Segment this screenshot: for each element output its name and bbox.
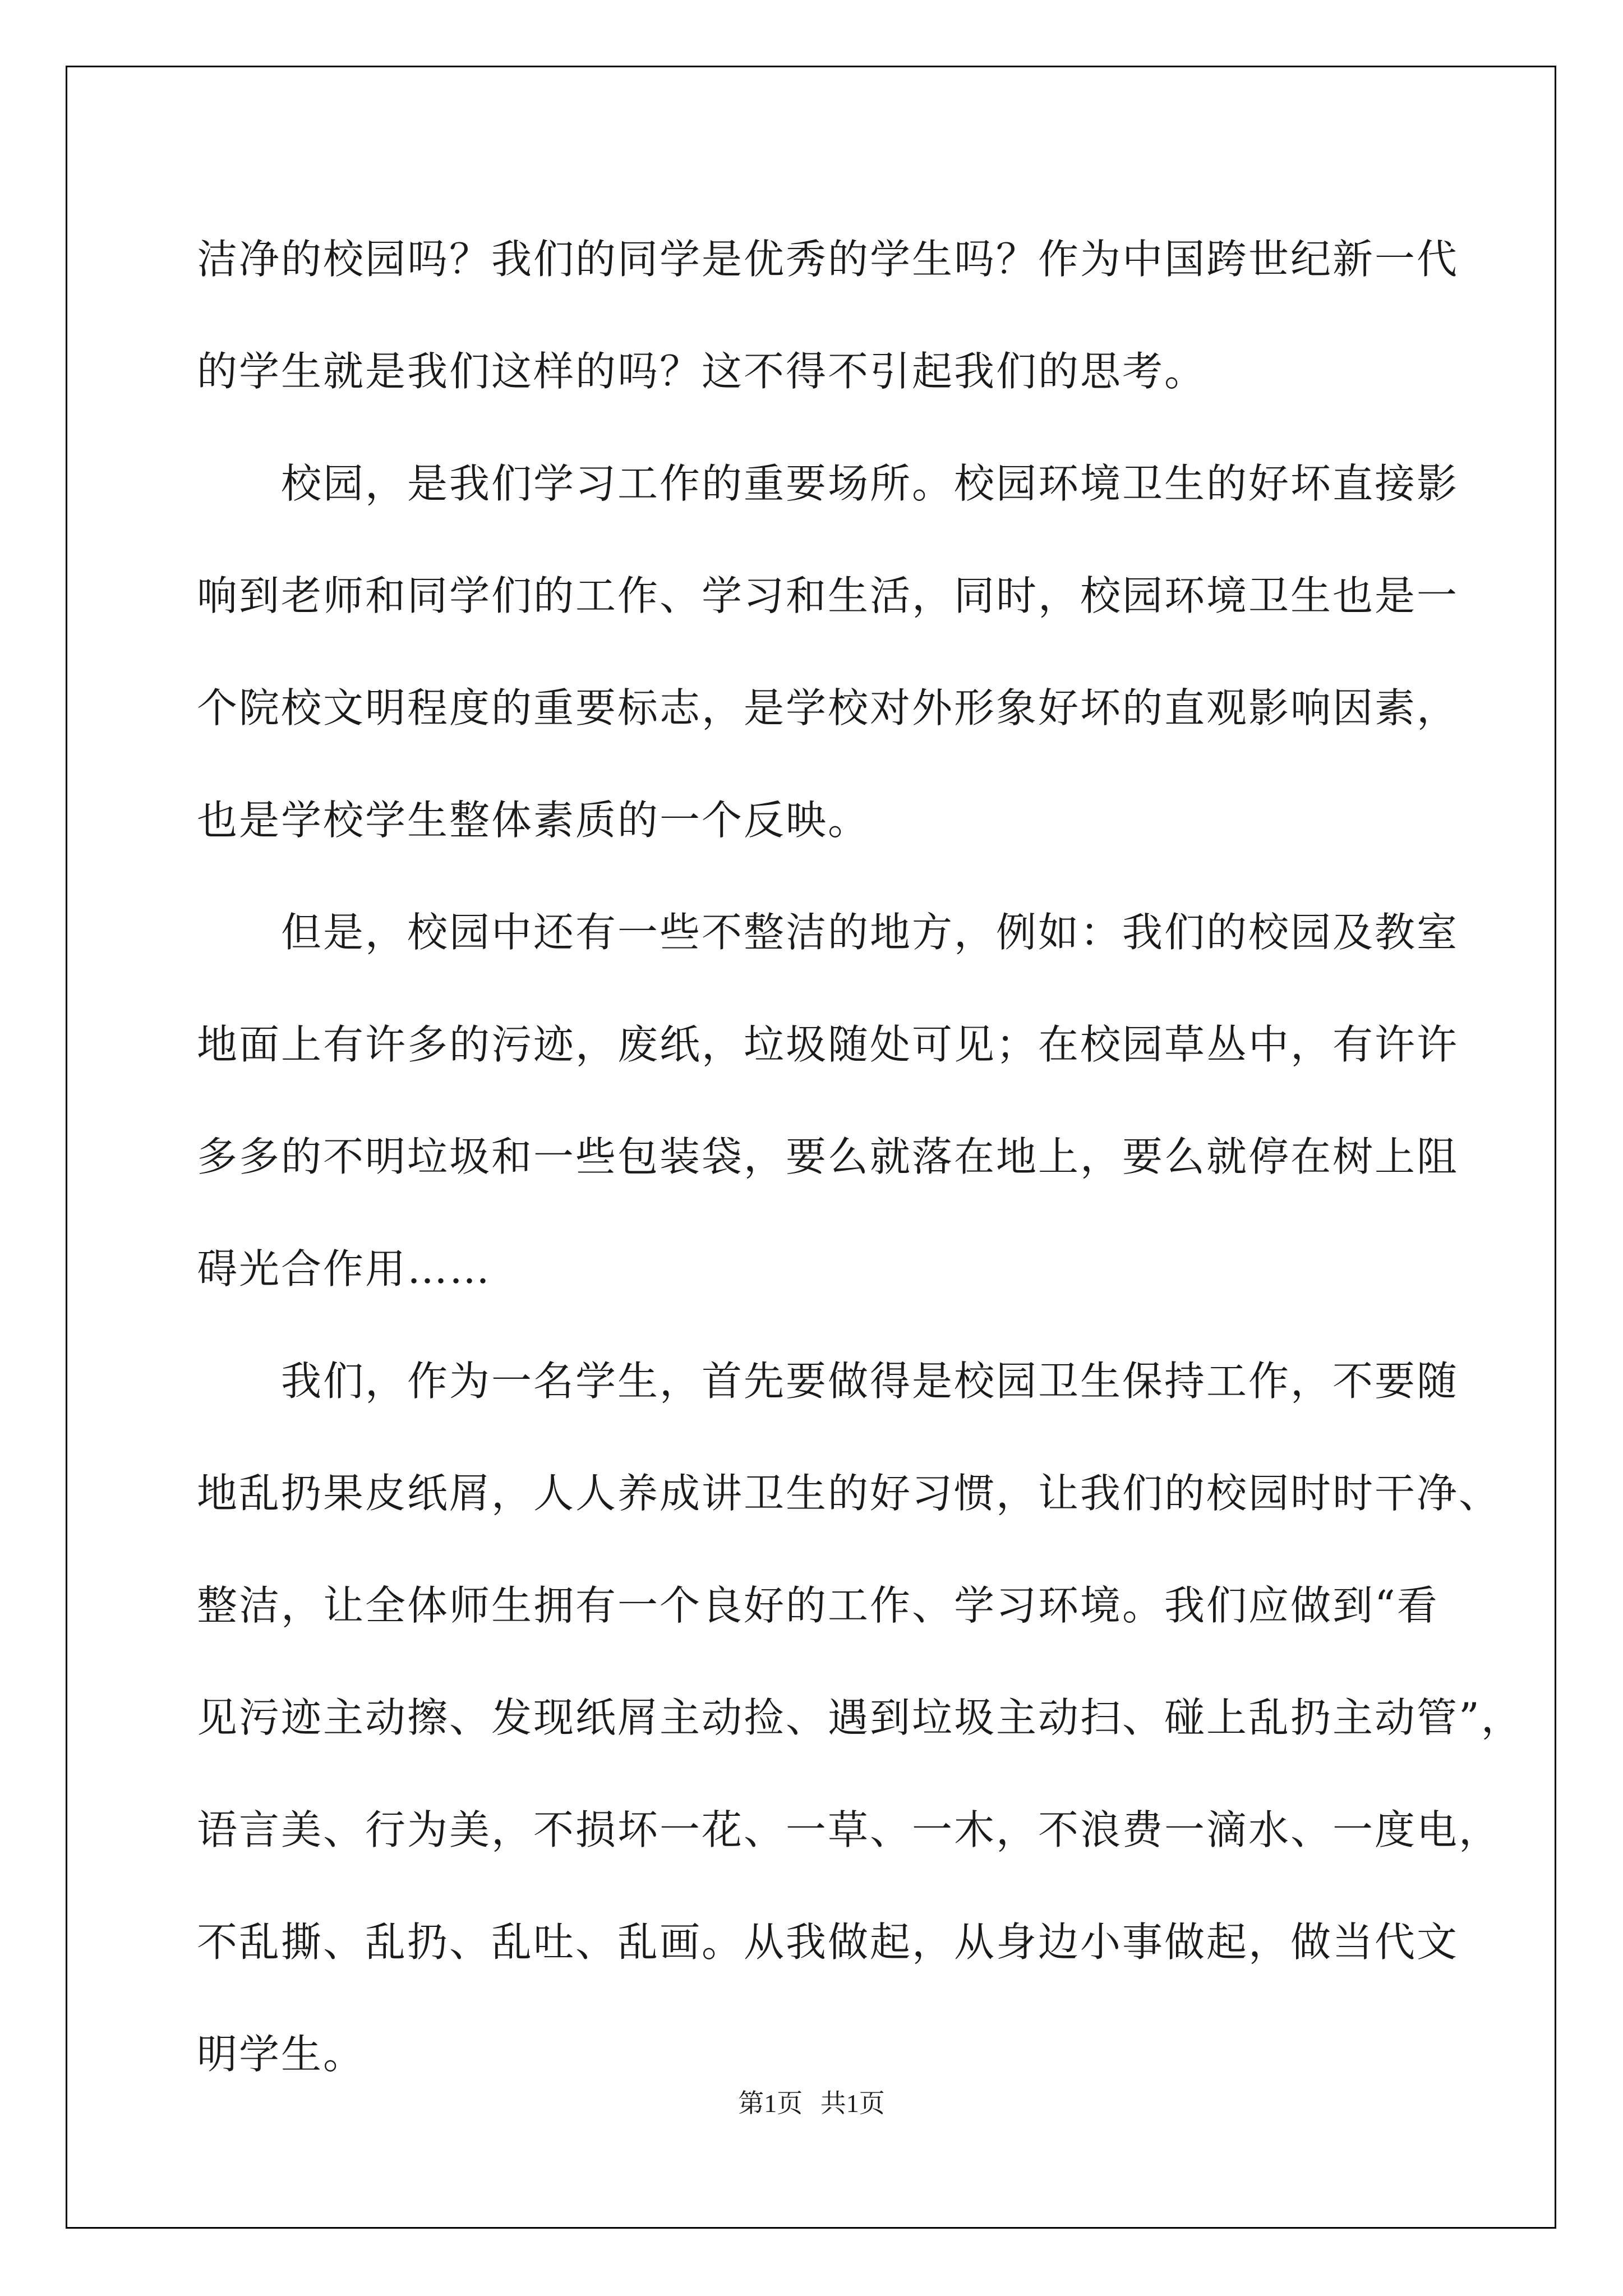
text-line: 也是学校学生整体素质的一个反映。 — [197, 797, 870, 844]
document-body — [197, 203, 1523, 2110]
text-line: 个院校文明程度的重要标志，是学校对外形象好坏的直观影响因素， — [197, 684, 1459, 731]
text-line: 地乱扔果皮纸屑，人人养成讲卫生的好习惯，让我们的校园时时干净、 — [197, 1470, 1501, 1517]
text-line: 我们，作为一名学生，首先要做得是校园卫生保持工作，不要随 — [197, 1358, 1459, 1405]
text-line: 地面上有许多的污迹，废纸，垃圾随处可见；在校园草丛中，有许许 — [197, 1021, 1459, 1068]
text-line: 不乱撕、乱扔、乱吐、乱画。从我做起，从身边小事做起，做当代文 — [197, 1918, 1459, 1966]
text-line: 语言美、行为美，不损坏一花、一草、一木，不浪费一滴水、一度电， — [197, 1806, 1501, 1853]
page-footer — [0, 2087, 1623, 2120]
text-line: 校园，是我们学习工作的重要场所。校园环境卫生的好坏直接影 — [197, 460, 1459, 507]
text-line: 明学生。 — [197, 2031, 366, 2078]
text-line: 洁净的校园吗？我们的同学是优秀的学生吗？作为中国跨世纪新一代 — [197, 236, 1459, 283]
page-number-current: 第1页 — [738, 2089, 803, 2118]
text-line: 见污迹主动擦、发现纸屑主动捡、遇到垃圾主动扫、碰上乱扔主动管”， — [197, 1694, 1523, 1741]
text-line: 整洁，让全体师生拥有一个良好的工作、学习环境。我们应做到“看 — [197, 1582, 1439, 1629]
page-number-total: 共1页 — [820, 2089, 885, 2118]
text-line: 但是，校园中还有一些不整洁的地方，例如：我们的校园及教室 — [197, 909, 1459, 956]
text-line: 多多的不明垃圾和一些包装袋，要么就落在地上，要么就停在树上阻 — [197, 1133, 1459, 1180]
text-line: 响到老师和同学们的工作、学习和生活，同时，校园环境卫生也是一 — [197, 572, 1459, 619]
text-line: 碍光合作用…… — [197, 1245, 492, 1292]
text-line: 的学生就是我们这样的吗？这不得不引起我们的思考。 — [197, 348, 1207, 395]
